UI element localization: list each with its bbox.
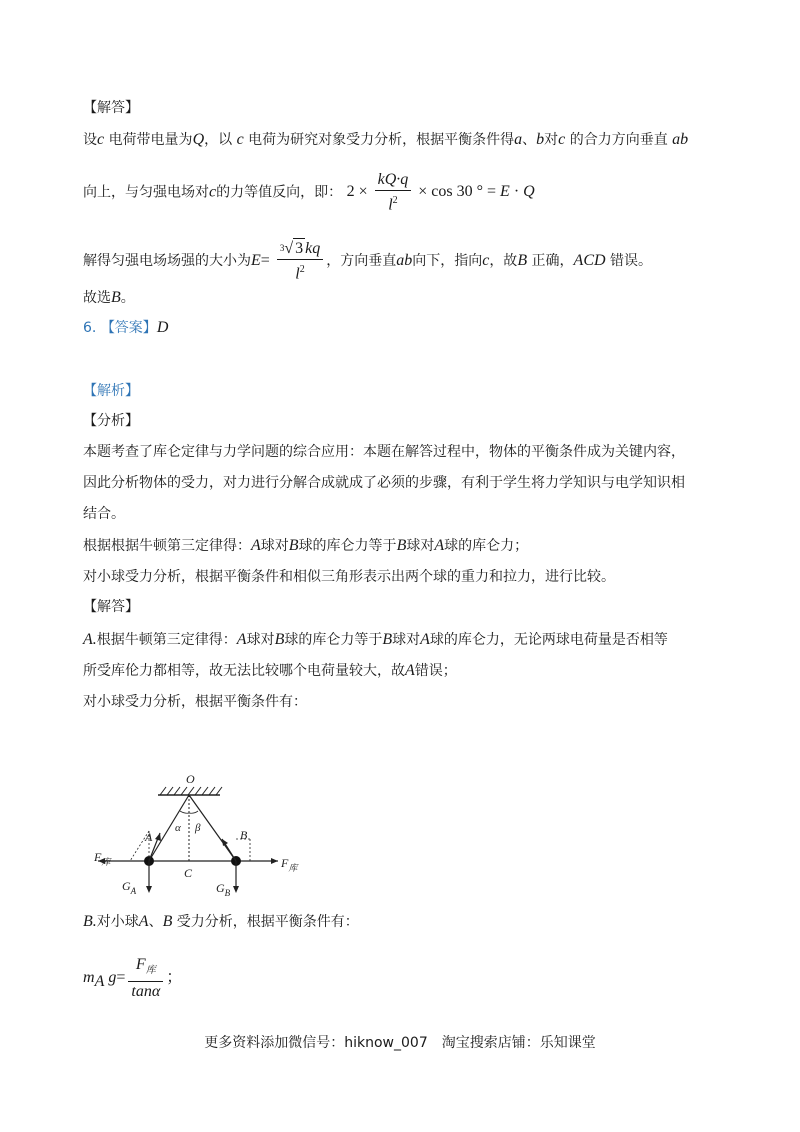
- answer-line-3: 解得匀强电场场强的大小为E= $\frac{^3√ 3 kq}{l^2}$ ，方向垂直ab向下，指向c，故B 正确，ACD 错误。: [83, 240, 652, 283]
- label-alpha: α: [175, 822, 181, 834]
- label-b: B: [240, 828, 248, 842]
- q6-para2: 根据根据牛顿第三定律得：A球对B球的库仑力等于B球对A球的库仑力；: [83, 537, 529, 554]
- q6-jiexi-heading: 【解析】: [83, 383, 139, 399]
- equation-force-balance: 2 × $\frac{kQ\cdot q}{l^2}$ × cos 30 ° = E · Q: [346, 171, 535, 214]
- q6-jieda-heading: 【解答】: [83, 599, 139, 615]
- angle-alpha-arc: [180, 811, 189, 813]
- label-f-left: $F_库$: [94, 850, 111, 867]
- q6-fenxi-heading: 【分析】: [83, 413, 139, 429]
- string-a: [149, 795, 189, 861]
- label-f-right: $F_库$: [281, 856, 298, 873]
- q6-answer: 6. 【答案】D: [83, 319, 169, 336]
- answer-line-2: 向上，与匀强电场对c的力等值反向，即： 2 × $\frac{kQ\cdot q}{l^2}$ × cos 30 ° = E · Q: [83, 171, 535, 214]
- answer-conclusion: 故选B。: [83, 289, 135, 306]
- gravity-a-head: [146, 886, 152, 893]
- page-footer: 更多资料添加微信号：hiknow_007 淘宝搜索店铺：乐知课堂: [204, 1035, 596, 1051]
- equation-field-strength: E= $\frac{^3√ 3 kq}{l^2}$: [251, 252, 326, 269]
- q6-para1-line1: 本题考查了库仑定律与力学问题的综合应用：本题在解答过程中，物体的平衡条件成为关键内容，: [83, 444, 685, 460]
- answer-line-1: 设c 电荷带电量为Q，以 c 电荷为研究对象受力分析，根据平衡条件得a、b对c 的合力方向垂直 ab: [83, 131, 689, 148]
- q6-para4: 对小球受力分析，根据平衡条件有：: [83, 694, 307, 710]
- q6-option-b: B.对小球A、B 受力分析，根据平衡条件有：: [83, 913, 359, 930]
- q6-option-a-line1: A.根据牛顿第三定律得：A球对B球的库仑力等于B球对A球的库仑力，无论两球电荷量是否相等: [83, 631, 668, 648]
- label-gb: $G_B$: [216, 881, 231, 898]
- label-a: A: [145, 830, 153, 844]
- label-o: O: [186, 772, 195, 786]
- tension-a-head: [155, 833, 161, 841]
- label-beta: β: [195, 822, 201, 834]
- q6-para3: 对小球受力分析，根据平衡条件和相似三角形表示出两个球的重力和拉力，进行比较。: [83, 569, 615, 585]
- angle-beta-arc: [189, 811, 198, 813]
- arrow-f-right: [271, 858, 278, 864]
- ceiling-hatch: [160, 787, 222, 795]
- label-c: C: [184, 866, 193, 880]
- gravity-b-head: [233, 886, 239, 893]
- answer-heading: 【解答】: [83, 100, 139, 116]
- label-ga: $G_A$: [122, 879, 137, 896]
- force-diagram: [88, 765, 308, 905]
- q6-option-a-line2: 所受库伦力都相等，故无法比较哪个电荷量较大，故A错误；: [83, 662, 457, 679]
- q6-para1-line2: 因此分析物体的受力，对力进行分解合成就成了必须的步骤，有利于学生将力学知识与电学知识相: [83, 475, 685, 491]
- q6-para1-line3: 结合。: [83, 506, 125, 522]
- equation-ma-g: $m_A$ g= $\frac{F_库}{\tan\alpha}$ ；: [83, 956, 183, 1001]
